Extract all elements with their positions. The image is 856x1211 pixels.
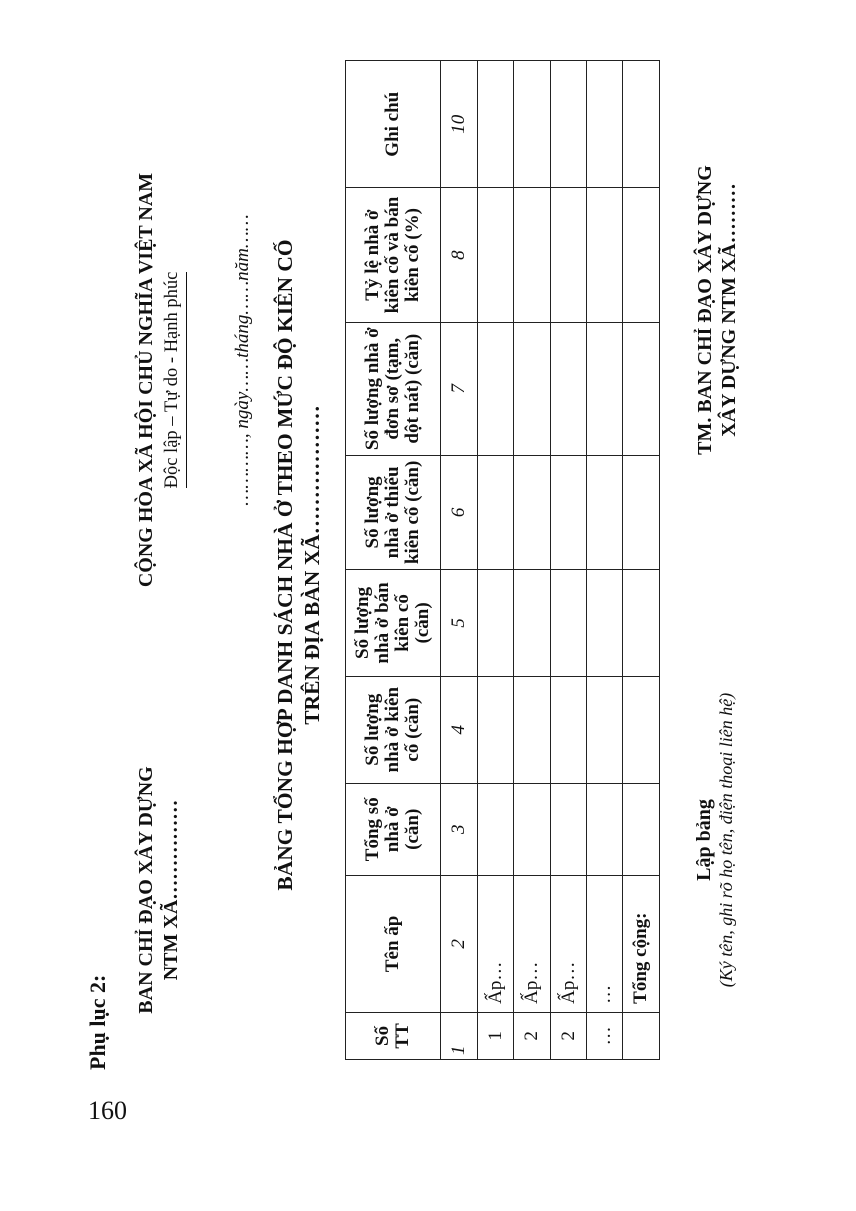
header-simple-houses: Số lượng nhà ở đơn sơ (tạm, dột nát) (căn) — [346, 322, 441, 455]
column-number: 2 — [441, 875, 478, 1012]
column-number: 10 — [441, 61, 478, 188]
header-total-houses: Tổng số nhà ở (căn) — [346, 783, 441, 875]
page-number: 160 — [88, 1096, 127, 1125]
row-stt: 2 — [551, 1012, 587, 1059]
column-number: 3 — [441, 783, 478, 875]
issuing-body-line1: BAN CHỈ ĐẠO XÂY DỰNG — [135, 766, 157, 1014]
issuing-body-header — [134, 710, 184, 1070]
committee-line1: TM. BAN CHỈ ĐẠO XÂY DỰNG — [694, 165, 716, 455]
column-number: 6 — [441, 455, 478, 569]
rotated-landscape-content — [60, 60, 760, 1120]
header-solid-houses: Số lượng nhà ở kiên cố (căn) — [346, 676, 441, 783]
header-solid-ratio: Tỷ lệ nhà ở kiên cố và bán kiên cố (%) — [346, 188, 441, 322]
total-label: Tổng cộng: — [623, 875, 660, 1012]
housing-summary-table — [345, 60, 660, 1060]
table-row — [478, 61, 514, 1060]
row-hamlet-name: … — [587, 875, 623, 1012]
header-stt: Số TT — [346, 1012, 441, 1059]
committee-signature — [693, 60, 741, 560]
header-semi-solid-houses: Số lượng nhà ở bán kiên cố (căn) — [346, 570, 441, 677]
column-number: 8 — [441, 188, 478, 322]
header-lacking-solidity-houses: Số lượng nhà ở thiếu kiên cố (căn) — [346, 455, 441, 569]
row-stt: … — [587, 1012, 623, 1059]
date-line: …………, ngày……tháng……năm…… — [232, 214, 253, 506]
appendix-label: Phụ lục 2: — [85, 974, 110, 1070]
table-row — [587, 61, 623, 1060]
preparer-note: (Ký tên, ghi rõ họ tên, điện thoại liên hệ) — [716, 692, 736, 988]
column-number-row — [441, 61, 478, 1060]
header-notes: Ghi chú — [346, 61, 441, 188]
header-hamlet-name: Tên ấp — [346, 875, 441, 1012]
preparer-signature — [693, 640, 737, 1040]
preparer-role: Lập bảng — [693, 799, 715, 881]
issuing-body-line2: NTM XÃ…………… — [160, 799, 182, 981]
column-number: 5 — [441, 570, 478, 677]
row-hamlet-name: Ấp… — [514, 875, 551, 1012]
table-row — [514, 61, 551, 1060]
title-line1: BẢNG TỔNG HỢP DANH SÁCH NHÀ Ở THEO MỨC ĐỘ KIÊN CỐ — [273, 239, 297, 891]
table-row — [551, 61, 587, 1060]
title-line2: TRÊN ĐỊA BÀN XÃ……………… — [300, 405, 324, 725]
row-stt: 2 — [514, 1012, 551, 1059]
row-stt: 1 — [478, 1012, 514, 1059]
row-hamlet-name: Ấp… — [551, 875, 587, 1012]
total-row — [623, 61, 660, 1060]
national-header — [134, 70, 187, 690]
document-title — [272, 70, 326, 1060]
table-header-row — [346, 61, 441, 1060]
committee-line2: XÂY DỰNG NTM XÃ……… — [718, 183, 740, 437]
national-motto: Độc lập – Tự do - Hạnh phúc — [160, 272, 187, 489]
column-number: 7 — [441, 322, 478, 455]
column-number: 1 — [441, 1012, 478, 1059]
column-number: 4 — [441, 676, 478, 783]
row-hamlet-name: Ấp… — [478, 875, 514, 1012]
nation-name: CỘNG HÒA XÃ HỘI CHỦ NGHĨA VIỆT NAM — [135, 172, 157, 588]
